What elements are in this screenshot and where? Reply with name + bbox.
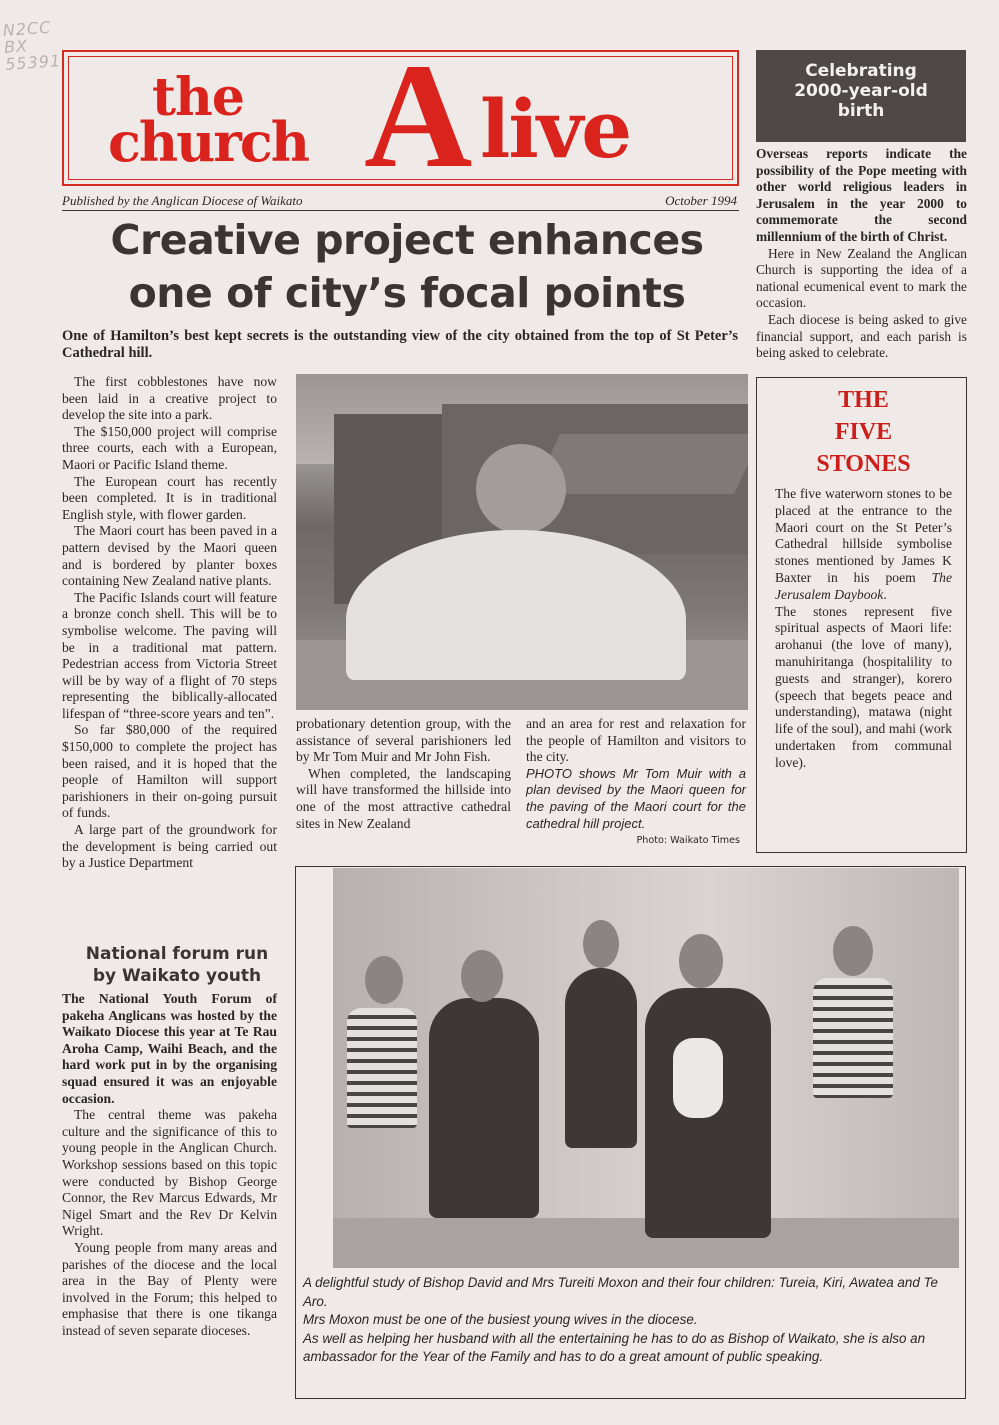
photo-man bbox=[476, 444, 566, 534]
paragraph: Young people from many areas and parishes of the diocese and the local area in the Bay of Plenty were involved in the Forum; this helped to emphasise that there is one tikanga instead of seven separate dioceses. bbox=[62, 1239, 277, 1338]
paragraph: The European court has recently been completed. It is in traditional English style, with flower garden. bbox=[62, 473, 277, 522]
child-1 bbox=[347, 1008, 417, 1128]
paragraph: So far $80,000 of the required $150,000 to complete the project has been raised, and it is hoped that the people of Hamilton will support parishioners in their on-going pursuit of funds. bbox=[62, 722, 277, 821]
issue-date: October 1994 bbox=[665, 193, 737, 208]
celebrate-title-1: Celebrating bbox=[805, 61, 917, 81]
publisher: Published by the Anglican Diocese of Waikato bbox=[62, 193, 303, 208]
logo-a: A bbox=[364, 33, 473, 199]
paragraph: Here in New Zealand the Anglican Church is supporting the idea of a national ecumenical event to mark the occasion. bbox=[756, 245, 967, 311]
mother-head bbox=[679, 934, 723, 988]
caption-line-2: Mrs Moxon must be one of the busiest young wives in the diocese. bbox=[303, 1312, 698, 1328]
youth-headline bbox=[62, 943, 292, 987]
paragraph: A large part of the groundwork for the development is being carried out by a Justice Department bbox=[62, 822, 277, 871]
pencil-note-2: BX bbox=[3, 36, 29, 57]
child-4-head bbox=[833, 926, 873, 976]
lead-column-1 bbox=[62, 374, 277, 872]
poem-title: The Jerusalem Daybook bbox=[775, 569, 952, 602]
photo-credit: Photo: Waikato Times bbox=[636, 835, 740, 846]
masthead bbox=[62, 33, 739, 199]
stones-title-2: FIVE bbox=[834, 419, 893, 445]
celebrate-lead: Overseas reports indicate the possibility of the Pope meeting with other world religious leaders in Jerusalem in the year 2000 to commemorate the second millennium of the birth of Christ. bbox=[756, 146, 967, 244]
stones-para-2: The stones represent five spiritual aspects of Maori life: arohanui (the love of many), manuhiritanga (hospitalility to guests and stranger), korero (speech that begets peace and understanding), matawa (night life of the soul), and mahi (work undertaken from communal love). bbox=[775, 603, 952, 770]
stones-title-3: STONES bbox=[816, 451, 911, 477]
lead-column-3 bbox=[526, 716, 746, 832]
caption-line-1: A delightful study of Bishop David and Mrs Tureiti Moxon and their four children: Tureia, Kiri, Awatea and Te Aro. bbox=[303, 1275, 938, 1309]
cathedral-photo bbox=[296, 374, 748, 710]
five-stones-title bbox=[775, 384, 952, 480]
logo-church: church bbox=[108, 110, 308, 174]
stones-para-1: The five waterworn stones to be placed at the entrance to the Maori court on the St Peter’s Cathedral hillside symbolise stones mentioned by James K Baxter in his poem bbox=[775, 486, 952, 585]
paragraph: When completed, the landscaping will have transformed the hillside into one of the most attractive cathedral sites in New Zealand bbox=[296, 765, 511, 831]
celebrate-title-2: 2000-year-old bbox=[794, 81, 928, 101]
headline-line-2: one of city’s focal points bbox=[128, 269, 686, 317]
youth-article bbox=[62, 991, 277, 1339]
lead-headline bbox=[62, 214, 752, 320]
family-photo bbox=[333, 868, 959, 1268]
paragraph: The $150,000 project will comprise three courts, each with a European, Maori or Pacific Island theme. bbox=[62, 423, 277, 472]
standfirst: One of Hamilton’s best kept secrets is the outstanding view of the city obtained from the top of St Peter’s Cathedral hill. bbox=[62, 328, 738, 361]
five-stones-box bbox=[756, 377, 967, 853]
family-photo-caption bbox=[303, 1274, 958, 1367]
celebrate-article bbox=[756, 146, 967, 362]
youth-lead: The National Youth Forum of pakeha Anglicans was hosted by the Waikato Diocese this year at Te Rau Aroha Camp, Waihi Beach, and the hard work put in by the organising squad ensured it was an enjoyable occasion. bbox=[62, 991, 277, 1106]
child-1-head bbox=[365, 956, 403, 1004]
paragraph: The central theme was pakeha culture and the significance of this to young people in the Anglican Church. Workshop sessions based on this topic were conducted by Bishop George Connor, the Rev Marcus Edwards, Mr Nigel Smart and the Rev Dr Kelvin Wright. bbox=[62, 1107, 277, 1239]
celebrate-title-3: birth bbox=[837, 101, 885, 121]
stones-para-end: . bbox=[883, 586, 887, 602]
headline-line-1: Creative project enhances bbox=[110, 216, 704, 264]
logo-live: live bbox=[480, 82, 631, 176]
paragraph: The Pacific Islands court will feature a bronze conch shell. This will be to symbolise welcome. The paving will be in a traditional mat pattern. Pedestrian access from Victoria Street will be by way of a flight of 70 steps representing the biblically-allocated lifespan of “three-score years and ten”. bbox=[62, 589, 277, 721]
photo-caption: PHOTO shows Mr Tom Muir with a plan devised by the Maori queen for the paving of the Maori court for the cathedral hill project. bbox=[526, 765, 746, 831]
youth-headline-2: by Waikato youth bbox=[92, 966, 262, 986]
girl bbox=[565, 968, 637, 1148]
paragraph: and an area for rest and relaxation for the people of Hamilton and visitors to the city. bbox=[526, 716, 746, 765]
stones-title-1: THE bbox=[838, 387, 889, 413]
archive-pencil-marks bbox=[2, 18, 61, 73]
bishop bbox=[429, 998, 539, 1218]
five-stones-body bbox=[775, 486, 952, 772]
pencil-note-3: 55391 bbox=[4, 51, 62, 74]
celebrate-title-box bbox=[756, 50, 966, 142]
paragraph: The first cobblestones have now been laid in a creative project to develop the site into a park. bbox=[62, 374, 277, 423]
lead-column-2 bbox=[296, 716, 511, 832]
paragraph: The Maori court has been paved in a pattern devised by the Maori queen and is bordered by planter boxes containing New Zealand native plants. bbox=[62, 523, 277, 589]
youth-headline-1: National forum run bbox=[85, 944, 269, 964]
publisher-line bbox=[62, 193, 739, 211]
child-4 bbox=[813, 978, 893, 1098]
caption-line-3: As well as helping her husband with all the entertaining he has to do as Bishop of Waikato, she is also an ambassador for the Year of the Family and has to do a great amount of public speaking. bbox=[303, 1330, 926, 1365]
paragraph: probationary detention group, with the assistance of several parishioners led by Mr Tom Muir and Mr John Fish. bbox=[296, 716, 511, 765]
paragraph: Each diocese is being asked to give financial support, and each parish is being asked to celebrate. bbox=[756, 311, 967, 361]
bishop-head bbox=[461, 950, 503, 1002]
girl-head bbox=[583, 920, 619, 968]
pencil-note-1: N2CC bbox=[2, 17, 52, 40]
logo-the: the bbox=[152, 67, 244, 128]
baby bbox=[673, 1038, 723, 1118]
